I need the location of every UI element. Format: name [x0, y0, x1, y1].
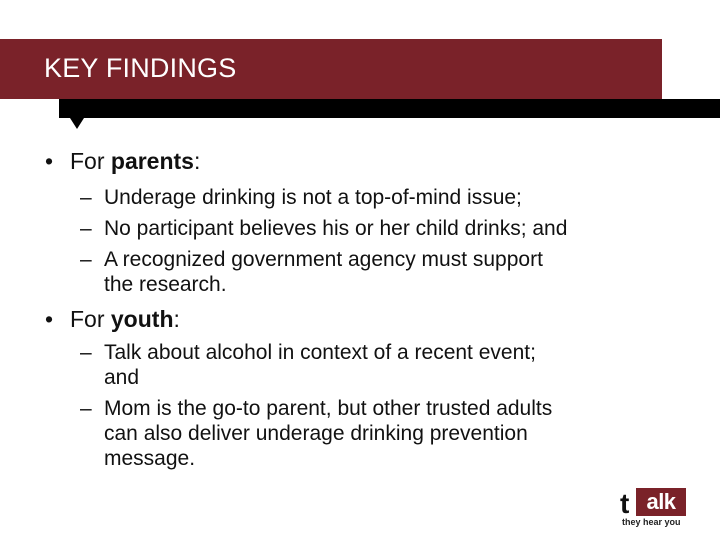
sub-item-line: and — [104, 366, 140, 389]
logo-word: alk — [636, 488, 686, 516]
bullet-keyword: parents — [110, 148, 194, 174]
dash-glyph: – — [80, 217, 92, 240]
sub-item — [80, 340, 536, 390]
sub-item-line: can also deliver underage drinking prevention — [104, 422, 528, 445]
sub-item-line: A recognized government agency must support — [104, 248, 543, 271]
bullet-glyph: • — [45, 148, 54, 174]
sub-item-line: Talk about alcohol in context of a recent event; — [104, 341, 536, 364]
slide-title: KEY FINDINGS — [44, 53, 237, 83]
dash-glyph: – — [80, 397, 92, 420]
bullet-keyword: youth — [110, 306, 174, 332]
talk-logo — [620, 486, 690, 528]
bullet-glyph: • — [45, 306, 54, 332]
bullet-suffix: : — [173, 306, 180, 332]
bullet-prefix: For — [70, 306, 111, 332]
title-underline-band — [59, 99, 720, 118]
sub-item-line: the research. — [104, 273, 227, 296]
sub-item — [80, 185, 522, 210]
sub-item-line: No participant believes his or her child drinks; and — [104, 217, 568, 240]
sub-item — [80, 247, 543, 297]
sub-item-line: message. — [104, 447, 196, 470]
bullet-suffix: : — [193, 148, 201, 174]
logo-t-glyph: t — [620, 488, 630, 519]
sub-item-line: Underage drinking is not a top-of-mind issue; — [104, 186, 522, 209]
pointer-notch — [70, 118, 84, 129]
dash-glyph: – — [80, 186, 92, 209]
bullet-youth — [45, 306, 180, 332]
bullet-parents — [45, 148, 201, 174]
sub-item-line: Mom is the go-to parent, but other trusted adults — [104, 397, 553, 420]
dash-glyph: – — [80, 248, 92, 271]
dash-glyph: – — [80, 341, 92, 364]
logo-tagline: they hear you — [622, 517, 681, 527]
sub-item — [80, 396, 553, 471]
bullet-prefix: For — [70, 148, 111, 174]
sub-item — [80, 216, 568, 241]
